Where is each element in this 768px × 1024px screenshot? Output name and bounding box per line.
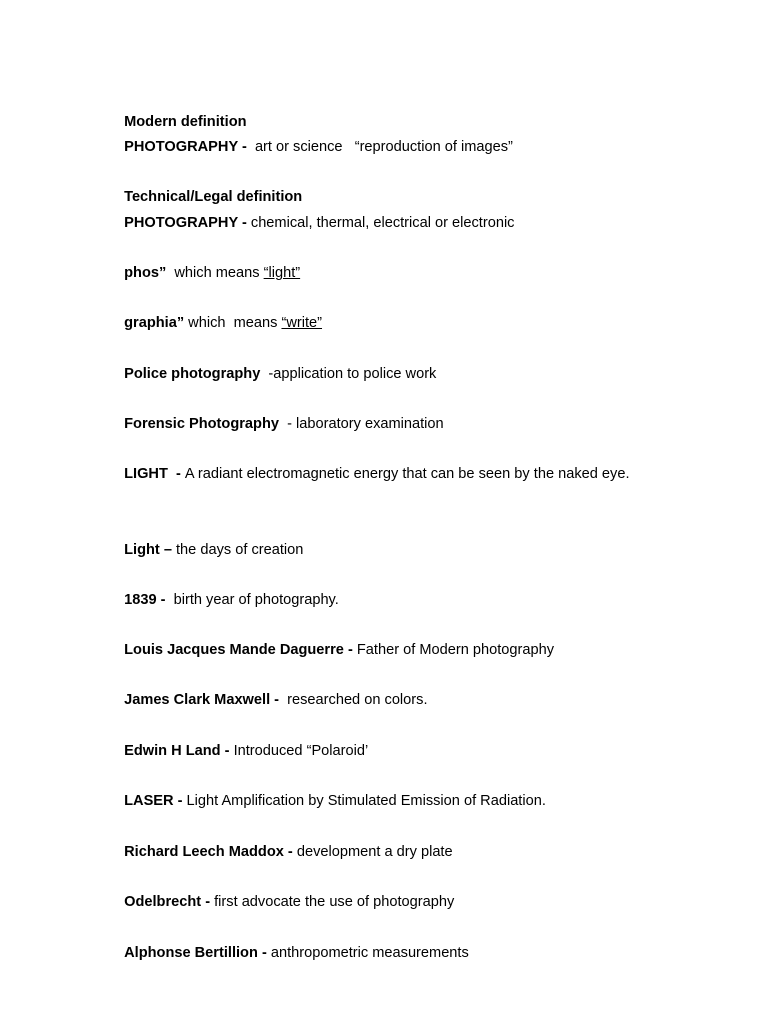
entry-word: “write”	[281, 315, 323, 331]
odelbrecht-entry	[116, 863, 636, 915]
entry-definition: art or science “reproduction of images”	[250, 139, 513, 155]
bertillion-entry	[116, 914, 636, 966]
entry-connector: which means	[166, 265, 264, 281]
entry-definition: chemical, thermal, electrical or electronic	[250, 215, 515, 231]
entry-definition: first advocate the use of photography	[214, 894, 455, 910]
entry-definition: - laboratory examination	[278, 416, 444, 432]
light-definition-entry	[116, 435, 636, 487]
entry-definition: researched on colors.	[283, 692, 428, 708]
entry-term: Light –	[124, 542, 176, 558]
entry-term: 1839 -	[124, 592, 170, 608]
heading-text: Technical/Legal definition	[124, 189, 303, 205]
graphia-entry	[116, 284, 636, 336]
entry-definition: Introduced “Polaroid’	[233, 743, 369, 759]
entry-word: “light”	[263, 265, 301, 281]
modern-definition-entry	[116, 108, 636, 160]
maddox-entry	[116, 813, 636, 865]
entry-term: Richard Leech Maddox -	[124, 844, 297, 860]
light-days-entry	[116, 511, 636, 563]
entry-term: PHOTOGRAPHY -	[124, 139, 251, 155]
entry-definition: A radiant electromagnetic energy that can be seen by the naked eye.	[184, 466, 630, 482]
daguerre-entry	[116, 611, 636, 663]
entry-definition: the days of creation	[176, 542, 304, 558]
entry-definition: development a dry plate	[296, 844, 453, 860]
entry-term: Edwin H Land -	[124, 743, 234, 759]
entry-term: Police photography	[124, 366, 261, 382]
maxwell-entry	[116, 661, 636, 713]
entry-connector: which means	[184, 315, 282, 331]
entry-definition: anthropometric measurements	[270, 945, 469, 961]
entry-term: Forensic Photography	[124, 416, 279, 432]
police-photography-entry	[116, 335, 636, 387]
entry-term: LIGHT -	[124, 466, 185, 482]
entry-definition: -application to police work	[260, 366, 437, 382]
heading-text: Modern definition	[124, 114, 247, 130]
entry-definition: birth year of photography.	[169, 592, 339, 608]
birth-year-entry	[116, 561, 636, 613]
forensic-photography-entry	[116, 385, 636, 437]
entry-term: Odelbrecht -	[124, 894, 215, 910]
entry-term: James Clark Maxwell -	[124, 692, 284, 708]
entry-definition: Light Amplification by Stimulated Emission of Radiation.	[186, 793, 546, 809]
land-entry	[116, 712, 636, 764]
laser-entry	[116, 762, 636, 814]
entry-term: Alphonse Bertillion -	[124, 945, 271, 961]
entry-term: Louis Jacques Mande Daguerre -	[124, 642, 357, 658]
technical-definition-entry	[116, 184, 636, 236]
entry-term: LASER -	[124, 793, 187, 809]
entry-term: graphia”	[124, 315, 185, 331]
entry-term: phos”	[124, 265, 167, 281]
entry-term: PHOTOGRAPHY -	[124, 215, 251, 231]
entry-definition: Father of Modern photography	[356, 642, 555, 658]
phos-entry	[116, 234, 636, 286]
